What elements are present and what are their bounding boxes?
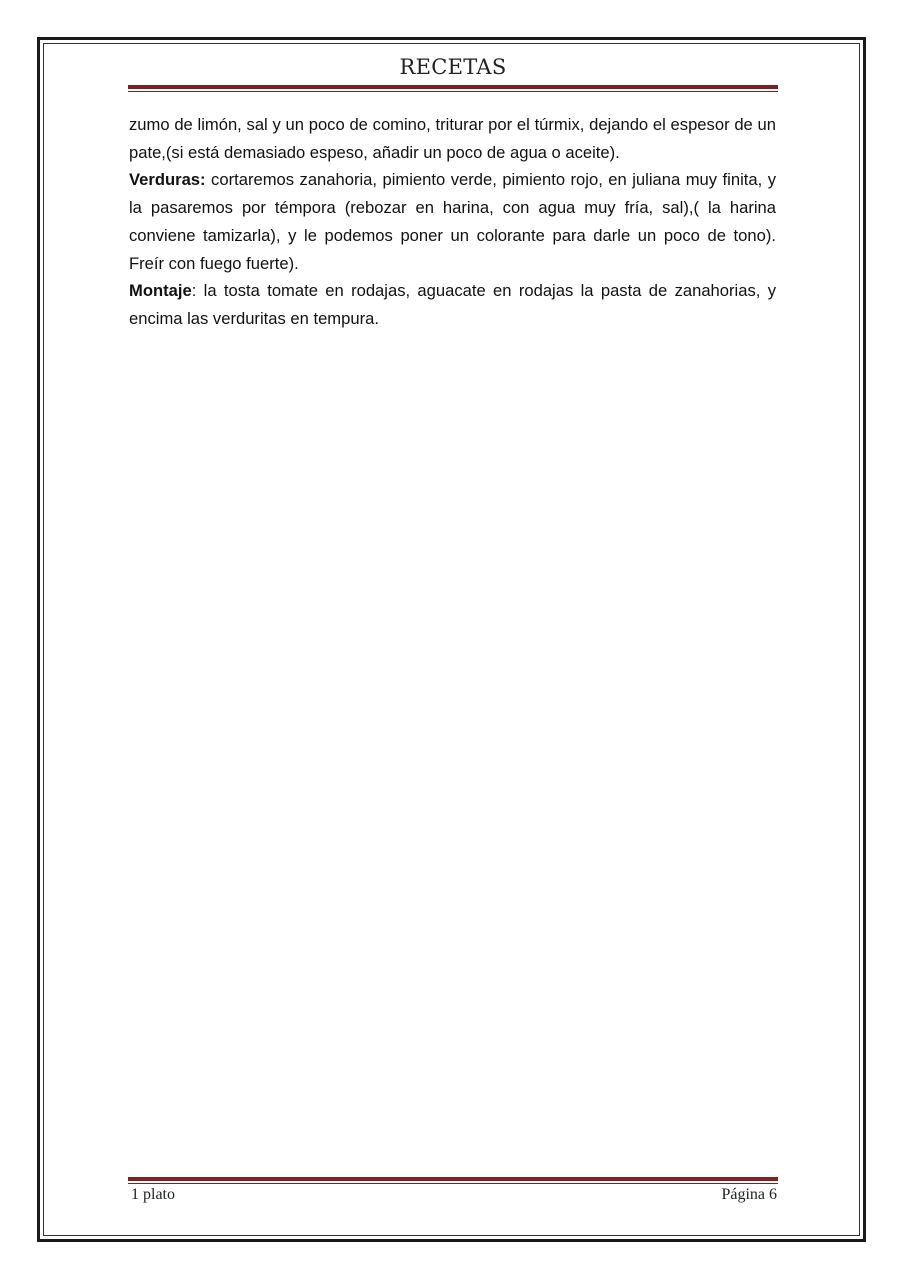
footer-rule-thin [128,1183,778,1184]
verduras-label: Verduras: [129,170,206,190]
page-number: Página 6 [721,1186,777,1203]
header-rule [128,85,778,89]
paragraph-verduras [129,166,776,277]
paragraph-montaje [129,277,776,332]
verduras-text: cortaremos zanahoria, pimiento verde, pimiento rojo, en juliana muy finita, y la pasaremos por témpora (rebozar en harina, con agua muy fría, sal),( la harina conviene tamizarla), y le podemos poner un colorante para darle un poco de tono). Freír con fuego fuerte). [129,170,776,273]
footer-left-text: 1 plato [131,1186,175,1203]
recipe-body [129,111,776,333]
header-rule-thin [128,91,778,92]
montaje-text: : la tosta tomate en rodajas, aguacate en rodajas la pasta de zanahorias, y encima las verduritas en tempura. [129,281,776,328]
footer-rule [128,1177,778,1181]
montaje-label: Montaje [129,281,192,301]
paragraph-intro: zumo de limón, sal y un poco de comino, triturar por el túrmix, dejando el espesor de un pate,(si está demasiado espeso, añadir un poco de agua o aceite). [129,115,776,162]
page-header-title: RECETAS [399,55,507,79]
